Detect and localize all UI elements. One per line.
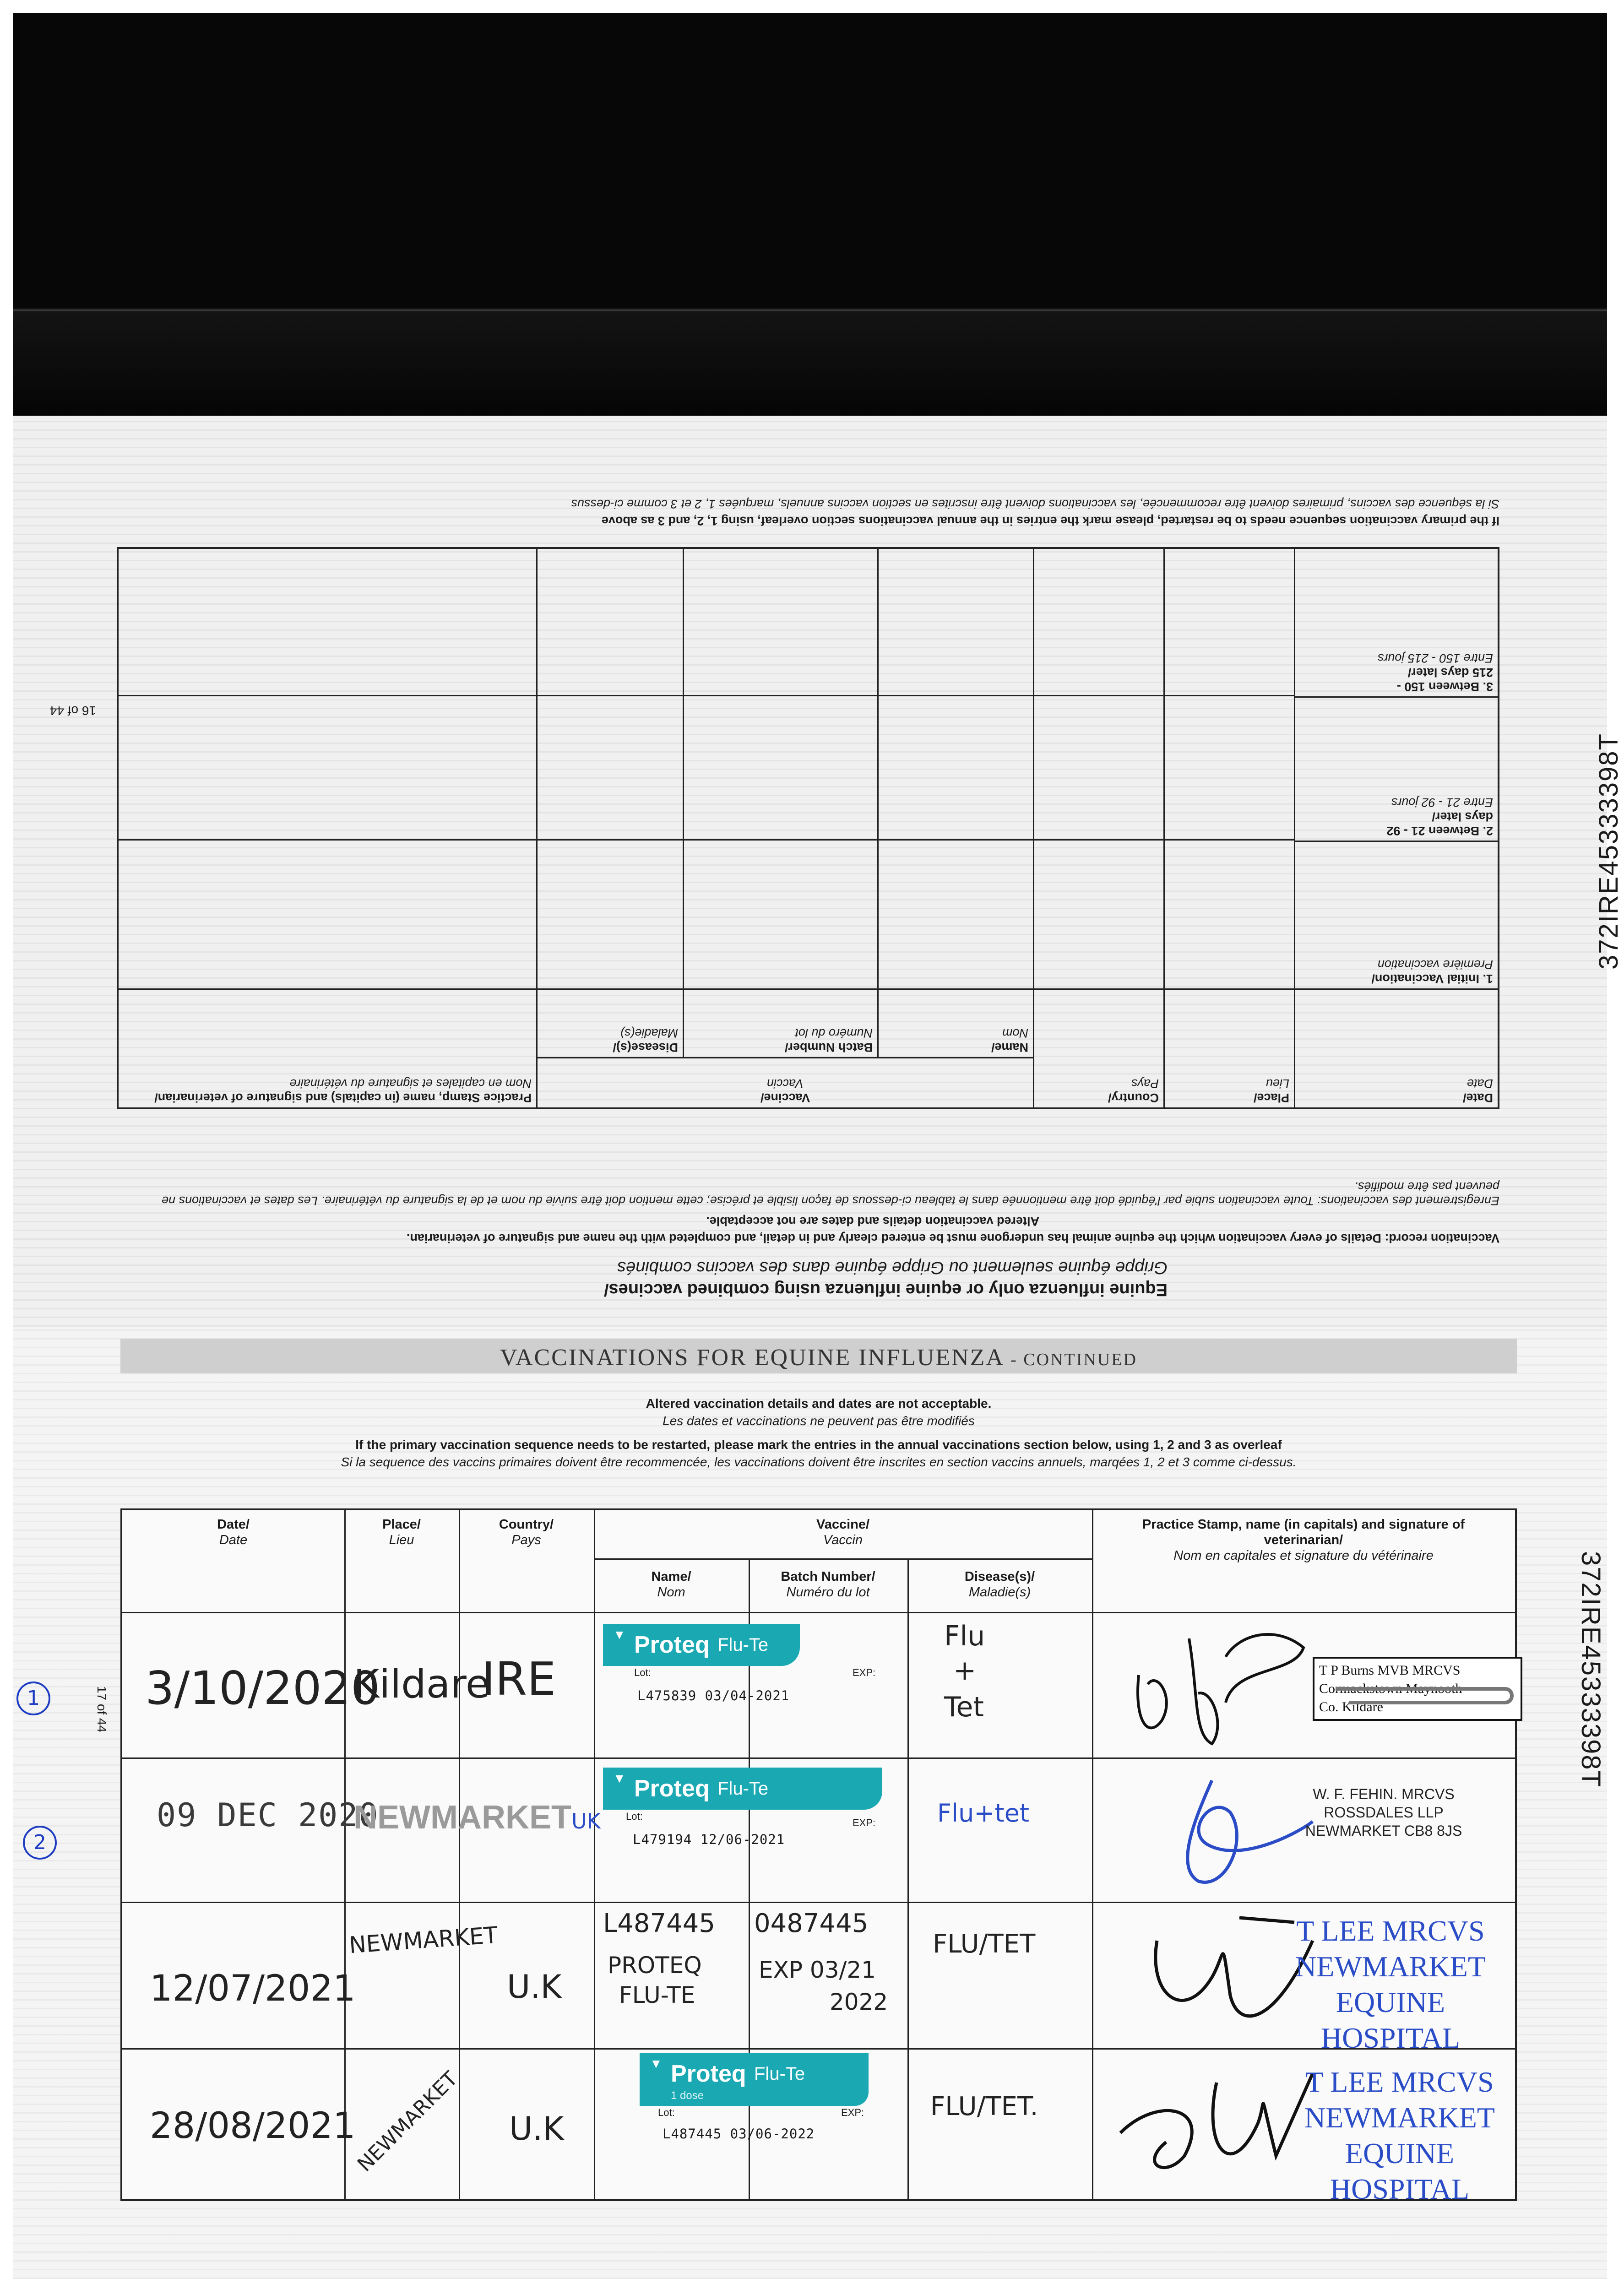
col-divider xyxy=(459,1510,460,2199)
page-17-passport-id: 372IRE45333398T xyxy=(1576,1551,1606,1788)
u-header-name xyxy=(877,988,1033,1057)
entry-1-place: Kildare xyxy=(353,1661,490,1707)
u-header-practice xyxy=(117,988,536,1107)
sticker-brand-sub: Flu-Te xyxy=(717,1779,769,1799)
u-row-2-label xyxy=(1294,696,1498,841)
u-disease-column xyxy=(536,549,683,988)
u-header-country-fr: Pays xyxy=(1131,1077,1159,1090)
row-divider xyxy=(594,1558,1092,1560)
entry-3-batch-line1: 0487445 xyxy=(754,1909,869,1938)
u-header-vaccine-en: Vaccine/ xyxy=(760,1091,810,1105)
col-divider xyxy=(1092,1510,1093,2199)
u-header-disease-en: Disease(s)/ xyxy=(613,1041,678,1054)
header-practice xyxy=(1107,1517,1500,1563)
sticker-exp-label: EXP: xyxy=(841,2107,864,2118)
passport-page-16 xyxy=(13,416,1624,1327)
entry-4-place: NEWMARKET xyxy=(353,2067,462,2176)
entry-1-signature xyxy=(1120,1620,1313,1753)
u-country-column xyxy=(1033,549,1163,988)
stamp-line: EQUINE HOSPITAL xyxy=(1330,2137,1470,2205)
entry-3-disease: FLU/TET xyxy=(933,1929,1036,1959)
paper-clip xyxy=(1331,1661,1514,1716)
sticker-exp-label: EXP: xyxy=(853,1667,876,1678)
stamp-line: Cormackstown Maynooth xyxy=(1319,1681,1462,1696)
stamp-line: T P Burns MVB MRCVS xyxy=(1319,1663,1461,1678)
altered-note-fr: Les dates et vaccinations ne peuvent pas être modifiés xyxy=(663,1414,975,1428)
sticker-band xyxy=(640,2053,869,2106)
page-17-number: 17 of 44 xyxy=(95,1686,109,1733)
stamp-line: NEWMARKET xyxy=(1304,2101,1495,2134)
page-16-intro-bold: Altered vaccination details and dates are not acceptable. xyxy=(706,1215,1039,1228)
page-16-intro-fr: Enregistrement des vaccinations: Toute vaccination subie par l'équidé doit être mentionnée dans le tableau ci-dessous de façon lisible et précise; cette mention doit être suivie du nom et de la signature du vétérinaire. Les dates et vaccinations ne peuvent pas être modifiés. xyxy=(162,1180,1499,1208)
entry-3-batch-line3: 2022 xyxy=(830,1989,888,2015)
u-row-1-label xyxy=(1294,841,1498,988)
header-practice-fr: Nom en capitales et signature du vétérinaire xyxy=(1173,1548,1434,1563)
page-16-footer: If the primary vaccination sequence needs to be restarted, please mark the entries in the annual vaccinations section overleaf, using 1, 2, and 3 as above xyxy=(601,514,1499,528)
drop-icon: ▼ xyxy=(613,1771,626,1785)
page-16-passport-id: 372IRE45333398T xyxy=(1594,733,1624,970)
page-16-intro: Vaccination record: Details of every vaccination which the equine animal has undergone must be entered clearly and in detail, and completed with the name and signature of veterinarian. xyxy=(406,1231,1499,1245)
header-country-en: Country/ xyxy=(499,1517,554,1532)
entry-3-country: U.K xyxy=(507,1968,562,2006)
section-title-suffix: - CONTINUED xyxy=(1010,1350,1137,1369)
u-row-2-label-fr: Entre 21 - 92 jours xyxy=(1391,796,1493,809)
sticker-code: L475839 03/04-2021 xyxy=(637,1688,790,1703)
header-vaccine-fr: Vaccin xyxy=(823,1533,863,1547)
section-title-text: VACCINATIONS FOR EQUINE INFLUENZA xyxy=(500,1345,1004,1371)
header-vaccine xyxy=(594,1517,1092,1548)
header-date-en: Date/ xyxy=(217,1517,250,1532)
entry-2-place xyxy=(353,1799,601,1836)
entry-3-name-line2: PROTEQ xyxy=(608,1952,702,1979)
col-divider xyxy=(907,1558,909,2199)
page-16-title-fr: Grippe équine seulement ou Grippe équine dans des vaccins combinés xyxy=(617,1258,1168,1277)
u-row-1-label-fr: Première vaccination xyxy=(1377,958,1493,971)
passport-page-17 xyxy=(13,1327,1607,2279)
u-header-disease xyxy=(536,988,683,1057)
u-header-place-en: Place/ xyxy=(1253,1091,1289,1105)
sticker-band xyxy=(603,1624,800,1666)
u-header-disease-fr: Maladie(s) xyxy=(620,1026,678,1040)
entry-3-vet-stamp xyxy=(1267,1913,1514,2056)
entry-1-date: 3/10/2020 xyxy=(145,1661,380,1715)
u-header-batch-fr: Numéro du lot xyxy=(795,1026,873,1040)
sticker-lot-label: Lot: xyxy=(658,2107,675,2118)
row-divider xyxy=(122,1612,1515,1613)
u-batch-column xyxy=(683,549,877,988)
entry-4-country: U.K xyxy=(509,2110,564,2148)
entry-4-vaccine-sticker xyxy=(640,2053,887,2147)
stamp-line: W. F. FEHIN. MRCVS xyxy=(1313,1786,1455,1802)
sticker-band xyxy=(603,1768,882,1810)
scanner-lid xyxy=(13,308,1607,416)
header-batch xyxy=(749,1569,907,1600)
stamp-line: NEWMARKET xyxy=(1295,1950,1486,1983)
u-header-name-en: Name/ xyxy=(991,1041,1028,1054)
header-disease-en: Disease(s)/ xyxy=(964,1569,1035,1584)
header-disease-fr: Maladie(s) xyxy=(968,1585,1031,1600)
header-vaccine-en: Vaccine/ xyxy=(816,1517,870,1532)
u-header-date-fr: Date xyxy=(1466,1077,1493,1090)
stamp-line: Co. Kildare xyxy=(1319,1699,1383,1714)
row-divider xyxy=(122,1757,1515,1759)
sequence-marker-2: 2 xyxy=(23,1826,57,1860)
sticker-exp-label: EXP: xyxy=(853,1817,876,1828)
page-16-title: Equine influenza only or equine influenza using combined vaccines/ xyxy=(604,1280,1168,1299)
sticker-brand: Proteq xyxy=(671,2061,746,2087)
entry-3-name-line3: FLU-TE xyxy=(619,1982,695,2008)
page-16-rotated-content xyxy=(13,416,1624,1327)
header-place xyxy=(344,1517,459,1548)
sticker-brand-sub: Flu-Te xyxy=(717,1635,769,1655)
u-name-column xyxy=(877,549,1033,988)
sticker-lot-label: Lot: xyxy=(626,1811,643,1822)
entry-3-batch-line2: EXP 03/21 xyxy=(759,1957,876,1983)
entry-2-vet-stamp xyxy=(1287,1785,1480,1840)
stamp-line: T LEE MRCVS xyxy=(1305,2066,1494,2098)
header-name-en: Name/ xyxy=(651,1569,691,1584)
sticker-dose: 1 dose xyxy=(671,2089,704,2102)
header-name xyxy=(594,1569,749,1600)
stamp-line: NEWMARKET CB8 8JS xyxy=(1305,1823,1462,1839)
entry-2-date: 09 DEC 2020 xyxy=(157,1796,379,1834)
stamp-line: EQUINE HOSPITAL xyxy=(1320,1986,1461,2054)
header-date xyxy=(122,1517,344,1548)
header-country xyxy=(459,1517,594,1548)
scanner-edge xyxy=(13,309,1607,311)
drop-icon: ▼ xyxy=(650,2056,663,2071)
u-header-vaccine-fr: Vaccin xyxy=(766,1077,804,1090)
u-header-place xyxy=(1163,988,1294,1107)
section-header-band xyxy=(120,1339,1517,1373)
restart-note-fr: Si la sequence des vaccins primaires doivent être recommencée, les vaccinations doivent être inscrites en section vaccins annuels, marqées 1, 2 et 3 comme ci-dessus. xyxy=(341,1455,1297,1469)
u-row-divider xyxy=(117,839,1294,841)
header-name-fr: Nom xyxy=(657,1585,685,1600)
header-place-fr: Lieu xyxy=(389,1533,414,1547)
header-disease xyxy=(907,1569,1092,1600)
section-title xyxy=(120,1344,1517,1371)
header-practice-en: Practice Stamp, name (in capitals) and signature of veterinarian/ xyxy=(1142,1517,1465,1547)
entry-2-place-text: NEWMARKET xyxy=(353,1799,571,1836)
entry-2-place-suffix: UK xyxy=(571,1809,601,1833)
u-header-batch xyxy=(683,988,877,1057)
entry-1-disease-line3: Tet xyxy=(944,1691,984,1723)
header-batch-en: Batch Number/ xyxy=(781,1569,875,1584)
u-row-1-label-en: 1. Initial Vaccination/ xyxy=(1371,972,1493,986)
sticker-brand: Proteq xyxy=(634,1632,710,1658)
u-row-3-label-fr: Entre 150 - 215 jours xyxy=(1377,651,1493,665)
u-header-date xyxy=(1294,988,1498,1107)
entry-3-date: 12/07/2021 xyxy=(150,1968,356,2009)
u-row-divider xyxy=(117,695,1294,696)
u-place-column xyxy=(1163,549,1294,988)
u-header-country-en: Country/ xyxy=(1108,1091,1159,1105)
stamp-line: ROSSDALES LLP xyxy=(1324,1804,1444,1821)
entry-4-date: 28/08/2021 xyxy=(150,2105,356,2147)
sticker-brand-sub: Flu-Te xyxy=(754,2064,805,2084)
header-place-en: Place/ xyxy=(382,1517,421,1532)
page-16-number: 16 of 44 xyxy=(49,704,96,718)
row-divider xyxy=(122,1902,1515,1903)
col-divider xyxy=(344,1510,346,2199)
u-row-3-label xyxy=(1294,549,1498,696)
u-header-country xyxy=(1033,988,1163,1107)
page-16-footer-fr: Si la séquence des vaccins, primaires doivent être recommencée, les vaccinations doivent être inscrites en section vaccins annuels, marquées 1, 2 et 3 comme ci-dessus xyxy=(571,497,1499,511)
entry-3-name-line1: L487445 xyxy=(603,1909,715,1938)
entry-1-disease-line2: + xyxy=(953,1654,977,1687)
entry-4-disease: FLU/TET. xyxy=(930,2092,1038,2121)
entry-3-place: NEWMARKET xyxy=(348,1921,499,1959)
page-16-vaccination-table xyxy=(117,547,1499,1109)
sticker-brand: Proteq xyxy=(634,1775,710,1802)
altered-note: Altered vaccination details and dates are not acceptable. xyxy=(646,1396,992,1410)
entry-1-vaccine-sticker xyxy=(603,1624,889,1718)
drop-icon: ▼ xyxy=(613,1627,626,1642)
vaccination-table xyxy=(120,1508,1517,2205)
entry-1-disease-line1: Flu xyxy=(944,1620,985,1652)
u-header-name-fr: Nom xyxy=(1002,1026,1028,1040)
stamp-line: T LEE MRCVS xyxy=(1296,1915,1485,1947)
entry-4-vet-stamp xyxy=(1276,2064,1523,2207)
u-header-date-en: Date/ xyxy=(1462,1091,1493,1105)
header-batch-fr: Numéro du lot xyxy=(786,1585,870,1600)
entry-2-disease: Flu+tet xyxy=(937,1799,1030,1828)
sticker-code: L479194 12/06-2021 xyxy=(633,1832,785,1847)
u-header-place-fr: Lieu xyxy=(1266,1077,1289,1090)
sequence-marker-1: 1 xyxy=(16,1681,50,1715)
u-header-batch-en: Batch Number/ xyxy=(784,1041,873,1054)
col-divider xyxy=(594,1510,595,2199)
u-row-2-label-en: 2. Between 21 - 92 days later/ xyxy=(1386,810,1493,838)
restart-note: If the primary vaccination sequence needs to be restarted, please mark the entries in the annual vaccinations section below, using 1, 2 and 3 as overleaf xyxy=(355,1437,1282,1452)
entry-2-vaccine-sticker xyxy=(603,1768,889,1861)
sticker-code: L487445 03/06-2022 xyxy=(663,2126,815,2142)
u-header-vaccine xyxy=(536,1057,1033,1107)
sticker-lot-label: Lot: xyxy=(634,1667,651,1678)
entry-1-country: IRE xyxy=(482,1652,556,1706)
u-header-practice-fr: Nom en capitales et signature du vétérinaire xyxy=(289,1077,532,1090)
header-date-fr: Date xyxy=(219,1533,248,1547)
u-header-practice-en: Practice Stamp, name (in capitals) and signature of veterinarian/ xyxy=(154,1091,532,1105)
header-country-fr: Pays xyxy=(511,1533,541,1547)
u-row-3-label-en: 3. Between 150 - 215 days later/ xyxy=(1396,666,1493,694)
